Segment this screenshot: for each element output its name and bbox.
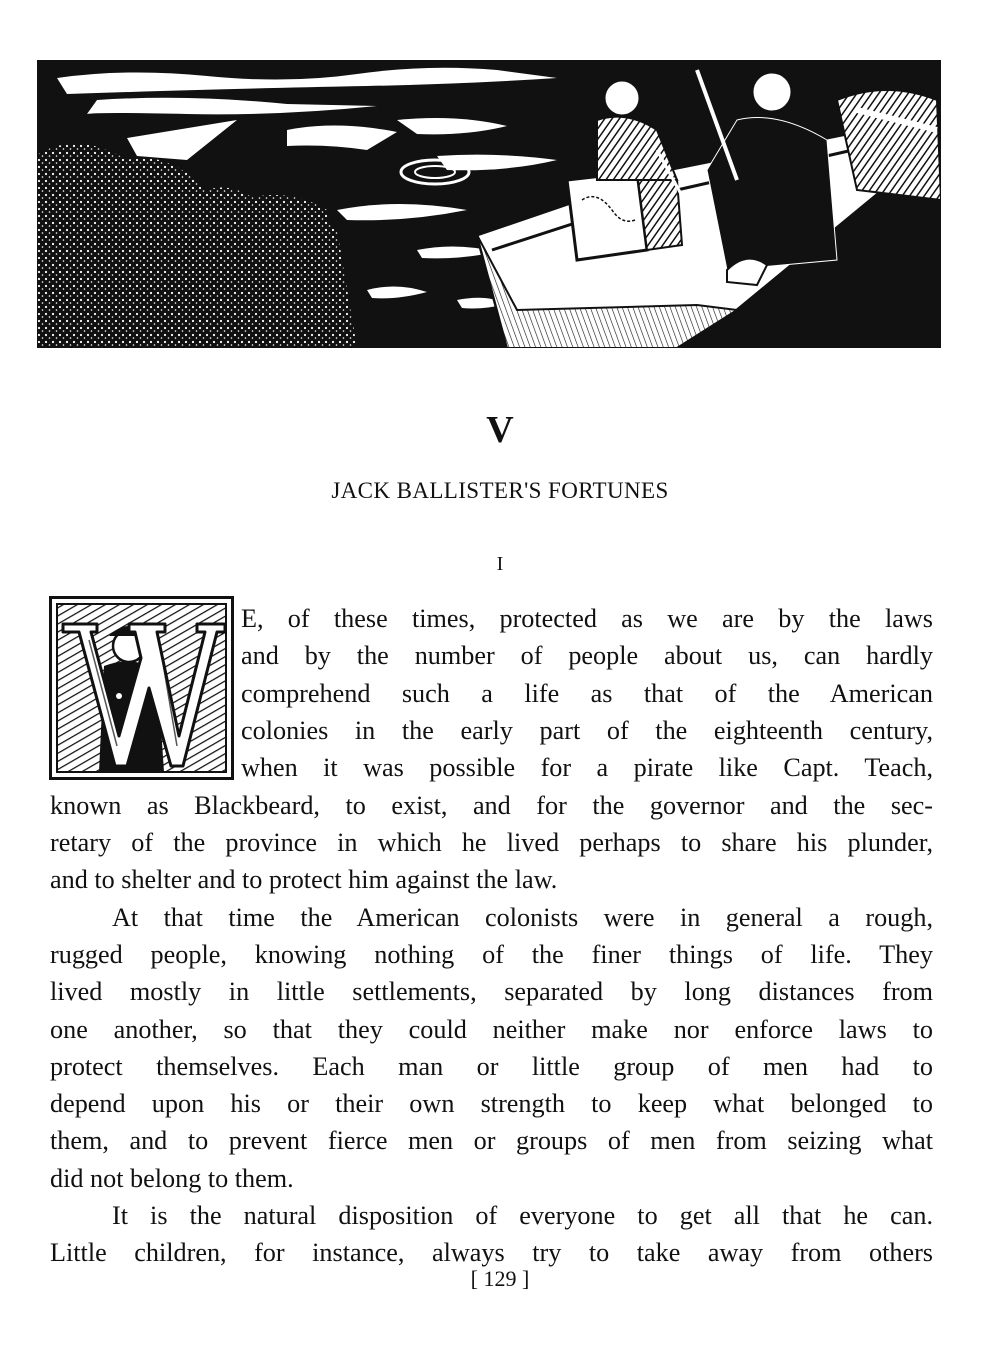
text-line: rugged people, knowing nothing of the finer things of life. They: [50, 940, 933, 969]
chapter-title: JACK BALLISTER'S FORTUNES: [331, 478, 669, 503]
text-line: lived mostly in little settlements, separated by long distances from: [50, 977, 933, 1006]
text-line: retary of the province in which he lived perhaps to share his plunder,: [50, 828, 933, 857]
text-line: At that time the American colonists were in general a rough,: [112, 903, 933, 932]
text-line: one another, so that they could neither make nor enforce laws to: [50, 1015, 933, 1044]
text-line: depend upon his or their own strength to keep what belonged to: [50, 1089, 933, 1118]
page-number: [ 129 ]: [470, 1266, 530, 1291]
pirates-in-rowboat-illustration: [37, 60, 941, 348]
text-line: did not belong to them.: [50, 1164, 294, 1193]
text-line: and by the number of people about us, can hardly: [241, 641, 933, 670]
text-line: It is the natural disposition of everyone to get all that he can.: [112, 1201, 933, 1230]
text-line: protect themselves. Each man or little group of men had to: [50, 1052, 933, 1081]
text-line: and to shelter and to protect him against the law.: [50, 865, 558, 894]
text-line: Little children, for instance, always try to take away from others: [50, 1238, 933, 1267]
text-line: E, of these times, protected as we are by the laws: [241, 604, 933, 633]
section-number: I: [496, 553, 504, 575]
text-line: colonies in the early part of the eighteenth century,: [241, 716, 933, 745]
text-line: them, and to prevent fierce men or groups of men from seizing what: [50, 1126, 933, 1155]
text-line: known as Blackbeard, to exist, and for the governor and the sec-: [50, 791, 933, 820]
text-line: comprehend such a life as that of the American: [241, 679, 933, 708]
text-line: when it was possible for a pirate like Capt. Teach,: [241, 753, 933, 782]
chapter-number: V: [486, 409, 514, 451]
drop-cap-w-illustration: [49, 596, 234, 780]
